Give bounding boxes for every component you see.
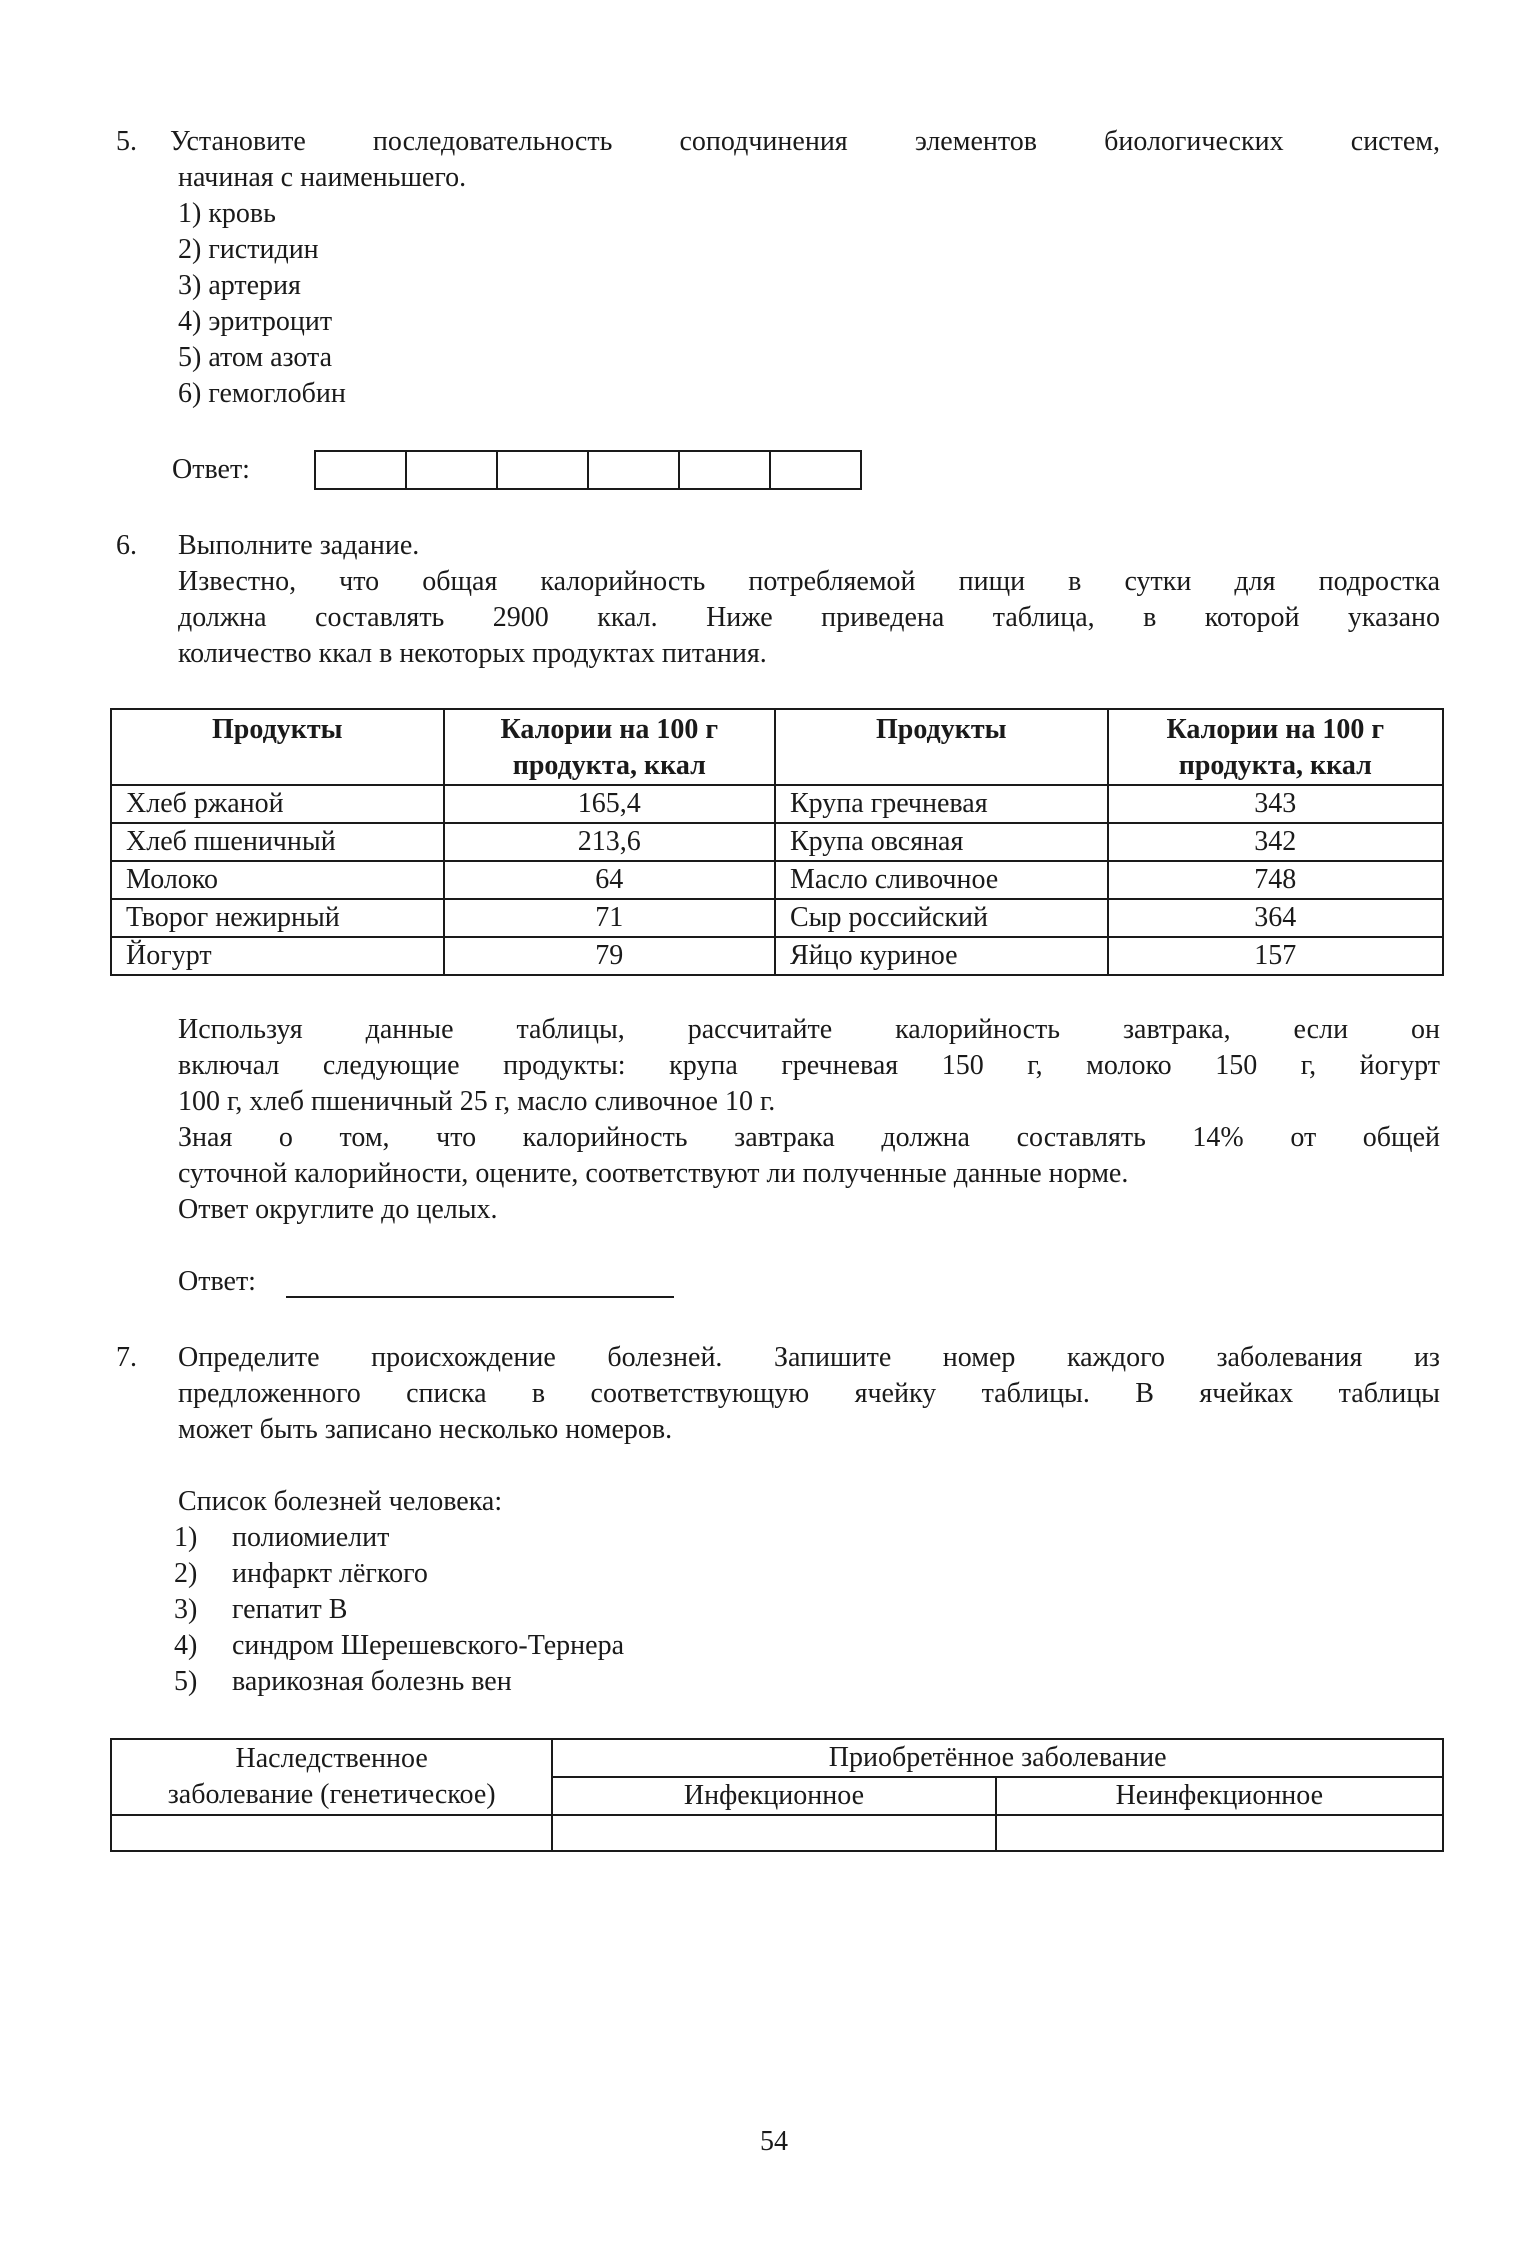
disease-list-title: Список болезней человека:: [178, 1486, 503, 1517]
disease-number: 2): [174, 1558, 198, 1589]
infectious-answer-cell[interactable]: [552, 1815, 995, 1851]
noninfectious-answer-cell[interactable]: [996, 1815, 1443, 1851]
disease-number: 1): [174, 1522, 198, 1553]
table-row: [111, 937, 1443, 975]
acquired-header: Приобретённое заболевание: [552, 1739, 1443, 1777]
hereditary-header: [111, 1739, 552, 1815]
product-calories: 71: [444, 899, 775, 937]
answer-cell[interactable]: [589, 452, 680, 488]
product-name: Йогурт: [111, 937, 444, 975]
task6-answer-line[interactable]: [286, 1260, 674, 1298]
disease-number: 3): [174, 1594, 198, 1625]
disease-number: 4): [174, 1630, 198, 1661]
task7-intro-line1: Определите происхождение болезней. Запишите номер каждого заболевания из: [178, 1342, 1440, 1373]
task5-option-1: 1) кровь: [178, 198, 276, 229]
product-name: Хлеб пшеничный: [111, 823, 444, 861]
hereditary-header-line2: заболевание (генетическое): [167, 1779, 496, 1810]
task6-body-line4: Зная о том, что калорийность завтрака должна составлять 14% от общей: [178, 1122, 1440, 1153]
header-products-2: Продукты: [775, 709, 1108, 785]
product-calories: 79: [444, 937, 775, 975]
task5-option-6: 6) гемоглобин: [178, 378, 346, 409]
task5-answer-grid[interactable]: [314, 450, 862, 490]
product-calories: 213,6: [444, 823, 775, 861]
disease-name: варикозная болезнь вен: [232, 1666, 512, 1697]
table-row: [111, 785, 1443, 823]
product-calories: 157: [1108, 937, 1443, 975]
answer-cell[interactable]: [407, 452, 498, 488]
product-name: Масло сливочное: [775, 861, 1108, 899]
task6-number: 6.: [116, 530, 137, 561]
task5-text-line1: Установите последовательность соподчинения элементов биологических систем,: [170, 126, 1440, 157]
header-products-1: Продукты: [111, 709, 444, 785]
product-name: Молоко: [111, 861, 444, 899]
task5-option-4: 4) эритроцит: [178, 306, 333, 337]
hereditary-header-line1: Наследственное: [235, 1743, 428, 1774]
task6-body-line5: суточной калорийности, оцените, соответствуют ли полученные данные норме.: [178, 1158, 1129, 1189]
disease-number: 5): [174, 1666, 198, 1697]
product-calories: 364: [1108, 899, 1443, 937]
task5-text-line2: начиная с наименьшего.: [178, 162, 467, 193]
product-name: Хлеб ржаной: [111, 785, 444, 823]
task6-body-line3: 100 г, хлеб пшеничный 25 г, масло сливочное 10 г.: [178, 1086, 776, 1117]
answer-cell[interactable]: [498, 452, 589, 488]
product-name: Крупа овсяная: [775, 823, 1108, 861]
task5-answer-label: Ответ:: [172, 454, 250, 485]
answer-cell[interactable]: [771, 452, 860, 488]
product-name: Крупа гречневая: [775, 785, 1108, 823]
task6-body-line6: Ответ округлите до целых.: [178, 1194, 498, 1225]
task7-intro-line2: предложенного списка в соответствующую ячейку таблицы. В ячейках таблицы: [178, 1378, 1440, 1409]
task6-body-line1: Используя данные таблицы, рассчитайте калорийность завтрака, если он: [178, 1014, 1440, 1045]
header-calories-2: Калории на 100 г продукта, ккал: [1108, 709, 1443, 785]
infectious-header: Инфекционное: [552, 1777, 995, 1815]
task6-body-line2: включал следующие продукты: крупа гречневая 150 г, молоко 150 г, йогурт: [178, 1050, 1440, 1081]
table-row: [111, 861, 1443, 899]
calorie-table: [110, 708, 1444, 976]
hereditary-answer-cell[interactable]: [111, 1815, 552, 1851]
disease-origin-table: [110, 1738, 1444, 1852]
disease-name: полиомиелит: [232, 1522, 390, 1553]
product-name: Творог нежирный: [111, 899, 444, 937]
task6-intro-line3: количество ккал в некоторых продуктах питания.: [178, 638, 767, 669]
table-row: [111, 823, 1443, 861]
task5-number: 5.: [116, 126, 137, 157]
task5-option-5: 5) атом азота: [178, 342, 333, 373]
product-name: Яйцо куриное: [775, 937, 1108, 975]
task7-number: 7.: [116, 1342, 137, 1373]
page-number: 54: [760, 2126, 788, 2157]
answer-cell[interactable]: [680, 452, 771, 488]
table-row: [111, 899, 1443, 937]
disease-name: синдром Шерешевского-Тернера: [232, 1630, 624, 1661]
noninfectious-header: Неинфекционное: [996, 1777, 1443, 1815]
product-calories: 342: [1108, 823, 1443, 861]
disease-name: гепатит В: [232, 1594, 348, 1625]
calorie-table-header-row: [111, 709, 1443, 785]
answer-cell[interactable]: [316, 452, 407, 488]
task5-option-3: 3) артерия: [178, 270, 301, 301]
header-calories-1: Калории на 100 г продукта, ккал: [444, 709, 775, 785]
product-name: Сыр российский: [775, 899, 1108, 937]
task6-intro-line2: должна составлять 2900 ккал. Ниже приведена таблица, в которой указано: [178, 602, 1440, 633]
product-calories: 64: [444, 861, 775, 899]
product-calories: 165,4: [444, 785, 775, 823]
task7-intro-line3: может быть записано несколько номеров.: [178, 1414, 673, 1445]
task6-answer-label: Ответ:: [178, 1266, 256, 1297]
product-calories: 343: [1108, 785, 1443, 823]
task6-intro-line1: Известно, что общая калорийность потребляемой пищи в сутки для подростка: [178, 566, 1440, 597]
task6-title: Выполните задание.: [178, 530, 420, 561]
disease-name: инфаркт лёгкого: [232, 1558, 428, 1589]
product-calories: 748: [1108, 861, 1443, 899]
task5-option-2: 2) гистидин: [178, 234, 319, 265]
